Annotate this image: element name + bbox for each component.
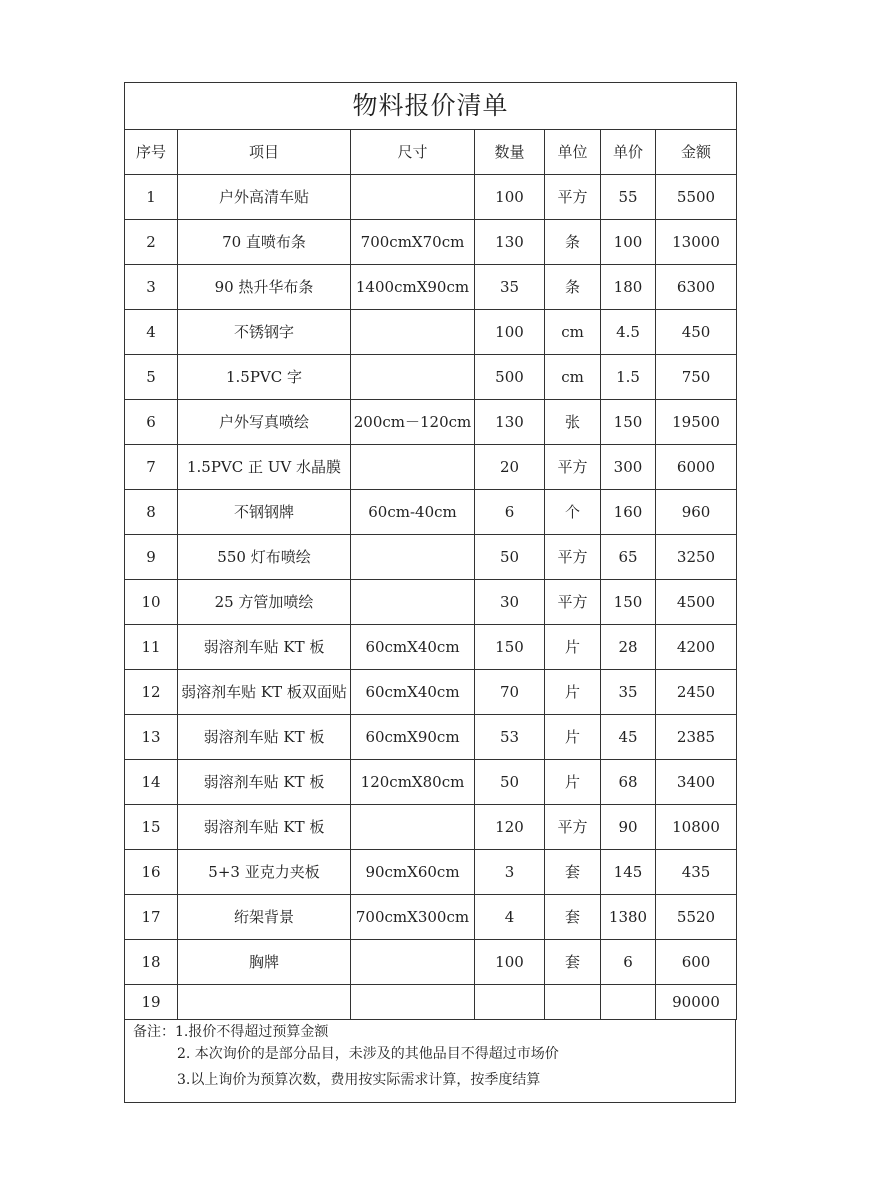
row-no: 17 bbox=[125, 895, 178, 940]
row-qty: 50 bbox=[475, 760, 545, 805]
row-item: 1.5PVC 正 UV 水晶膜 bbox=[178, 445, 351, 490]
notes-label: 备注： bbox=[133, 1024, 175, 1040]
table-row bbox=[125, 940, 737, 985]
row-qty: 20 bbox=[475, 445, 545, 490]
total-row-item bbox=[178, 985, 351, 1020]
row-amount: 4200 bbox=[656, 625, 737, 670]
row-unit: 平方 bbox=[545, 445, 601, 490]
row-qty: 130 bbox=[475, 400, 545, 445]
total-row-size bbox=[351, 985, 475, 1020]
row-size: 60cmX40cm bbox=[351, 625, 475, 670]
row-size: 700cmX300cm bbox=[351, 895, 475, 940]
row-price: 6 bbox=[601, 940, 656, 985]
row-size bbox=[351, 175, 475, 220]
row-item: 户外写真喷绘 bbox=[178, 400, 351, 445]
row-price: 90 bbox=[601, 805, 656, 850]
row-unit: 套 bbox=[545, 895, 601, 940]
table-row bbox=[125, 355, 737, 400]
row-amount: 6300 bbox=[656, 265, 737, 310]
column-header-amount: 金额 bbox=[656, 130, 737, 175]
row-amount: 5520 bbox=[656, 895, 737, 940]
row-no: 13 bbox=[125, 715, 178, 760]
total-amount: 90000 bbox=[656, 985, 737, 1020]
row-no: 1 bbox=[125, 175, 178, 220]
row-qty: 100 bbox=[475, 175, 545, 220]
row-unit: 片 bbox=[545, 715, 601, 760]
row-unit: 片 bbox=[545, 760, 601, 805]
row-size bbox=[351, 310, 475, 355]
row-size bbox=[351, 355, 475, 400]
row-price: 55 bbox=[601, 175, 656, 220]
row-qty: 150 bbox=[475, 625, 545, 670]
row-unit: 平方 bbox=[545, 580, 601, 625]
row-qty: 100 bbox=[475, 940, 545, 985]
row-price: 45 bbox=[601, 715, 656, 760]
table-row bbox=[125, 805, 737, 850]
table-row bbox=[125, 535, 737, 580]
row-qty: 100 bbox=[475, 310, 545, 355]
row-price: 100 bbox=[601, 220, 656, 265]
column-header-unit: 单位 bbox=[545, 130, 601, 175]
column-header-no: 序号 bbox=[125, 130, 178, 175]
row-qty: 500 bbox=[475, 355, 545, 400]
row-qty: 50 bbox=[475, 535, 545, 580]
table-row bbox=[125, 490, 737, 535]
row-size: 90cmX60cm bbox=[351, 850, 475, 895]
row-item: 不锈钢字 bbox=[178, 310, 351, 355]
row-size: 60cm-40cm bbox=[351, 490, 475, 535]
row-amount: 13000 bbox=[656, 220, 737, 265]
row-no: 4 bbox=[125, 310, 178, 355]
row-amount: 750 bbox=[656, 355, 737, 400]
row-no: 15 bbox=[125, 805, 178, 850]
row-qty: 3 bbox=[475, 850, 545, 895]
row-amount: 2385 bbox=[656, 715, 737, 760]
table-row bbox=[125, 445, 737, 490]
row-size bbox=[351, 805, 475, 850]
column-header-item: 项目 bbox=[178, 130, 351, 175]
row-item: 弱溶剂车贴 KT 板 bbox=[178, 715, 351, 760]
table-row bbox=[125, 760, 737, 805]
row-price: 65 bbox=[601, 535, 656, 580]
row-unit: 条 bbox=[545, 220, 601, 265]
row-price: 28 bbox=[601, 625, 656, 670]
row-no: 14 bbox=[125, 760, 178, 805]
row-no: 11 bbox=[125, 625, 178, 670]
row-amount: 6000 bbox=[656, 445, 737, 490]
row-amount: 10800 bbox=[656, 805, 737, 850]
note-line-3: 3.以上询价为预算次数，费用按实际需求计算，按季度结算 bbox=[177, 1072, 541, 1088]
row-unit: 平方 bbox=[545, 535, 601, 580]
header-row bbox=[125, 130, 737, 175]
table-body bbox=[125, 175, 737, 985]
row-unit: 个 bbox=[545, 490, 601, 535]
row-item: 70 直喷布条 bbox=[178, 220, 351, 265]
row-qty: 30 bbox=[475, 580, 545, 625]
row-size bbox=[351, 940, 475, 985]
row-no: 12 bbox=[125, 670, 178, 715]
row-amount: 960 bbox=[656, 490, 737, 535]
row-no: 9 bbox=[125, 535, 178, 580]
table-row bbox=[125, 220, 737, 265]
column-header-qty: 数量 bbox=[475, 130, 545, 175]
table-row bbox=[125, 895, 737, 940]
row-price: 1380 bbox=[601, 895, 656, 940]
table-row bbox=[125, 715, 737, 760]
table-row bbox=[125, 310, 737, 355]
row-unit: 套 bbox=[545, 850, 601, 895]
row-size: 60cmX40cm bbox=[351, 670, 475, 715]
row-no: 7 bbox=[125, 445, 178, 490]
total-row-price bbox=[601, 985, 656, 1020]
row-unit: 条 bbox=[545, 265, 601, 310]
row-size: 200cm－120cm bbox=[351, 400, 475, 445]
row-no: 5 bbox=[125, 355, 178, 400]
row-item: 5+3 亚克力夹板 bbox=[178, 850, 351, 895]
row-price: 68 bbox=[601, 760, 656, 805]
row-size: 700cmX70cm bbox=[351, 220, 475, 265]
row-price: 160 bbox=[601, 490, 656, 535]
row-qty: 120 bbox=[475, 805, 545, 850]
row-qty: 35 bbox=[475, 265, 545, 310]
row-price: 4.5 bbox=[601, 310, 656, 355]
row-qty: 130 bbox=[475, 220, 545, 265]
row-no: 10 bbox=[125, 580, 178, 625]
row-item: 胸牌 bbox=[178, 940, 351, 985]
row-size: 120cmX80cm bbox=[351, 760, 475, 805]
page-title: 物料报价清单 bbox=[125, 83, 737, 130]
row-amount: 2450 bbox=[656, 670, 737, 715]
column-header-price: 单价 bbox=[601, 130, 656, 175]
row-qty: 53 bbox=[475, 715, 545, 760]
row-unit: cm bbox=[545, 310, 601, 355]
row-item: 不钢钢牌 bbox=[178, 490, 351, 535]
row-amount: 435 bbox=[656, 850, 737, 895]
row-amount: 3400 bbox=[656, 760, 737, 805]
quote-sheet bbox=[124, 82, 736, 1103]
row-price: 35 bbox=[601, 670, 656, 715]
column-header-size: 尺寸 bbox=[351, 130, 475, 175]
row-unit: 张 bbox=[545, 400, 601, 445]
row-no: 16 bbox=[125, 850, 178, 895]
row-price: 180 bbox=[601, 265, 656, 310]
row-size bbox=[351, 580, 475, 625]
row-no: 18 bbox=[125, 940, 178, 985]
row-amount: 600 bbox=[656, 940, 737, 985]
row-qty: 6 bbox=[475, 490, 545, 535]
row-amount: 4500 bbox=[656, 580, 737, 625]
note-line-1: 1.报价不得超过预算金额 bbox=[175, 1024, 329, 1040]
row-price: 300 bbox=[601, 445, 656, 490]
row-item: 25 方管加喷绘 bbox=[178, 580, 351, 625]
row-size: 60cmX90cm bbox=[351, 715, 475, 760]
row-size bbox=[351, 535, 475, 580]
row-unit: 平方 bbox=[545, 805, 601, 850]
row-item: 弱溶剂车贴 KT 板双面贴 bbox=[178, 670, 351, 715]
note-line-2: 2. 本次询价的是部分品目，未涉及的其他品目不得超过市场价 bbox=[177, 1046, 559, 1062]
table-row bbox=[125, 265, 737, 310]
notes-section bbox=[124, 1020, 736, 1103]
row-unit: 平方 bbox=[545, 175, 601, 220]
table-row bbox=[125, 625, 737, 670]
row-item: 1.5PVC 字 bbox=[178, 355, 351, 400]
row-item: 550 灯布喷绘 bbox=[178, 535, 351, 580]
row-no: 6 bbox=[125, 400, 178, 445]
table-row bbox=[125, 175, 737, 220]
row-item: 弱溶剂车贴 KT 板 bbox=[178, 760, 351, 805]
row-qty: 4 bbox=[475, 895, 545, 940]
total-row bbox=[125, 985, 737, 1020]
row-price: 1.5 bbox=[601, 355, 656, 400]
row-no: 8 bbox=[125, 490, 178, 535]
total-row-no: 19 bbox=[125, 985, 178, 1020]
row-amount: 19500 bbox=[656, 400, 737, 445]
row-amount: 450 bbox=[656, 310, 737, 355]
row-price: 145 bbox=[601, 850, 656, 895]
row-qty: 70 bbox=[475, 670, 545, 715]
row-item: 弱溶剂车贴 KT 板 bbox=[178, 625, 351, 670]
row-size: 1400cmX90cm bbox=[351, 265, 475, 310]
row-unit: cm bbox=[545, 355, 601, 400]
row-size bbox=[351, 445, 475, 490]
table-row bbox=[125, 400, 737, 445]
row-amount: 3250 bbox=[656, 535, 737, 580]
row-unit: 片 bbox=[545, 670, 601, 715]
row-price: 150 bbox=[601, 400, 656, 445]
row-price: 150 bbox=[601, 580, 656, 625]
table-row bbox=[125, 850, 737, 895]
row-item: 绗架背景 bbox=[178, 895, 351, 940]
table-row bbox=[125, 670, 737, 715]
row-item: 弱溶剂车贴 KT 板 bbox=[178, 805, 351, 850]
total-row-unit bbox=[545, 985, 601, 1020]
row-no: 2 bbox=[125, 220, 178, 265]
row-item: 90 热升华布条 bbox=[178, 265, 351, 310]
quote-table bbox=[124, 82, 737, 1020]
row-amount: 5500 bbox=[656, 175, 737, 220]
total-row-qty bbox=[475, 985, 545, 1020]
row-no: 3 bbox=[125, 265, 178, 310]
row-unit: 片 bbox=[545, 625, 601, 670]
row-item: 户外高清车贴 bbox=[178, 175, 351, 220]
row-unit: 套 bbox=[545, 940, 601, 985]
table-row bbox=[125, 580, 737, 625]
